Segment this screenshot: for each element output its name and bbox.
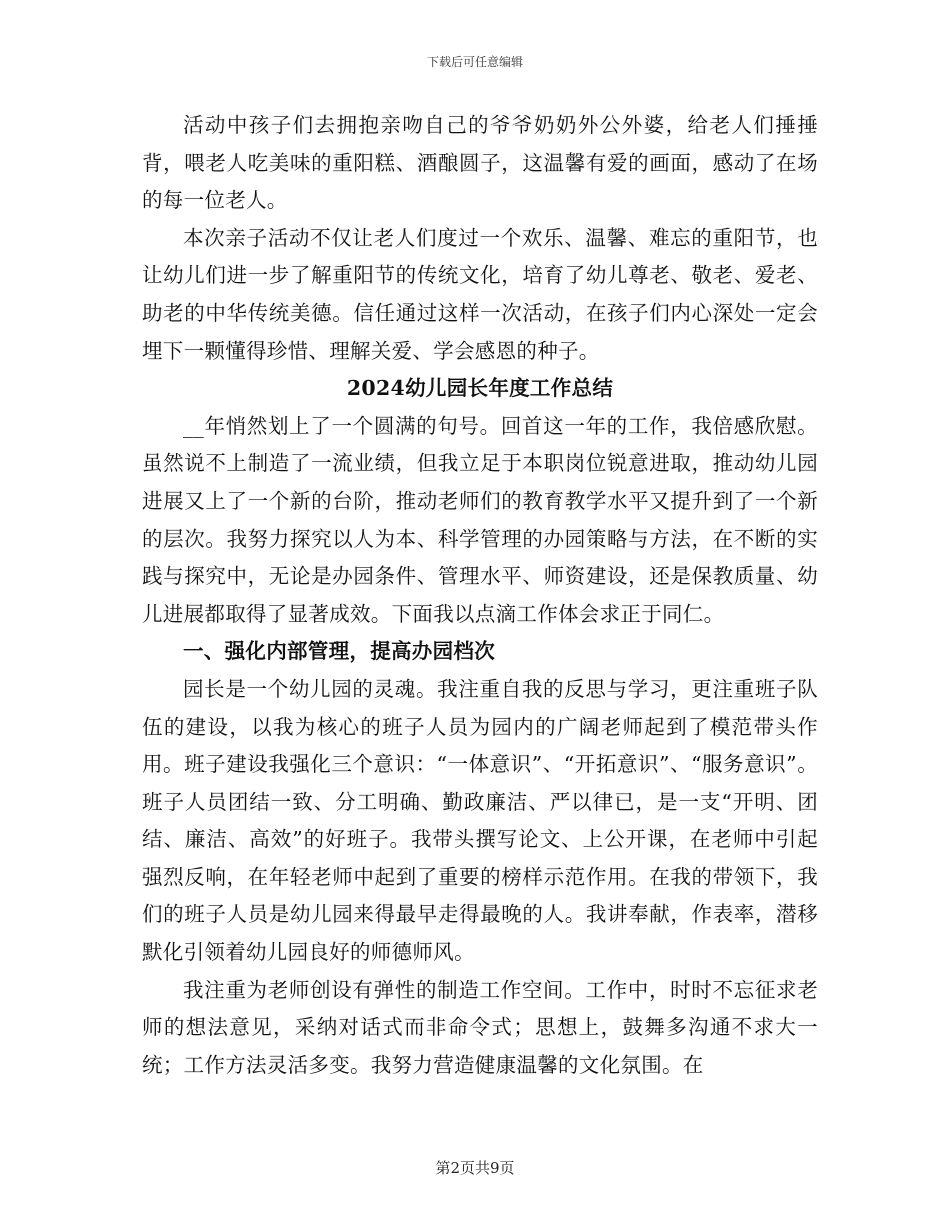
paragraph-activity-summary: 本次亲子活动不仅让老人们度过一个欢乐、温馨、难忘的重阳节，也让幼儿们进一步了解重阳节的传统文化，培育了幼儿尊老、敬老、爱老、助老的中华传统美德。信任通过这样一次活动，在孩子们内心深处一定会埋下一颗懂得珍惜、理解关爱、学会感恩的种子。 [142,225,818,363]
page-number: 第2页共9页 [435,1159,515,1177]
paragraph-activity: 活动中孩子们去拥抱亲吻自己的爷爷奶奶外公外婆，给老人们捶捶背，喂老人吃美味的重阳糕、酒酿圆子，这温馨有爱的画面，感动了在场的每一位老人。 [142,113,818,213]
paragraph-intro: __年悄然划上了一个圆满的句号。回首这一年的工作，我倍感欣慰。虽然说不上制造了一流业绩，但我立足于本职岗位锐意进取，推动幼儿园进展又上了一个新的台阶，推动老师们的教育教学水平又提升到了一个新的层次。我努力探究以人为本、科学管理的办园策略与方法，在不断的实践与探究中，无论是办园条件、管理水平、师资建设，还是保教质量、幼儿进展都取得了显著成效。下面我以点滴工作体会求正于同仁。 [142,413,818,626]
page-header-note: 下载后可任意编辑 [426,55,523,69]
document-title: 2024幼儿园长年度工作总结 [346,376,614,401]
paragraph-work-space: 我注重为老师创设有弹性的制造工作空间。工作中，时时不忘征求老师的想法意见，采纳对话式而非命令式；思想上，鼓舞多沟通不求大一统；工作方法灵活多变。我努力营造健康温馨的文化氛围。在 [142,977,818,1077]
paragraph-leadership: 园长是一个幼儿园的灵魂。我注重自我的反思与学习，更注重班子队伍的建设，以我为核心的班子人员为园内的广阔老师起到了模范带头作用。班子建设我强化三个意识：“一体意识”、“开拓意识”、“服务意识”。班子人员团结一致、分工明确、勤政廉洁、严以律已，是一支“开明、团结、廉洁、高效”的好班子。我带头撰写论文、上公开课，在老师中引起强烈反响，在年轻老师中起到了重要的榜样示范作用。在我的带领下，我们的班子人员是幼儿园来得最早走得最晚的人。我讲奉献，作表率，潜移默化引领着幼儿园良好的师德师风。 [142,676,818,965]
document-body [142,107,818,1084]
section-heading-1: 一、强化内部管理，提高办园档次 [183,639,495,664]
